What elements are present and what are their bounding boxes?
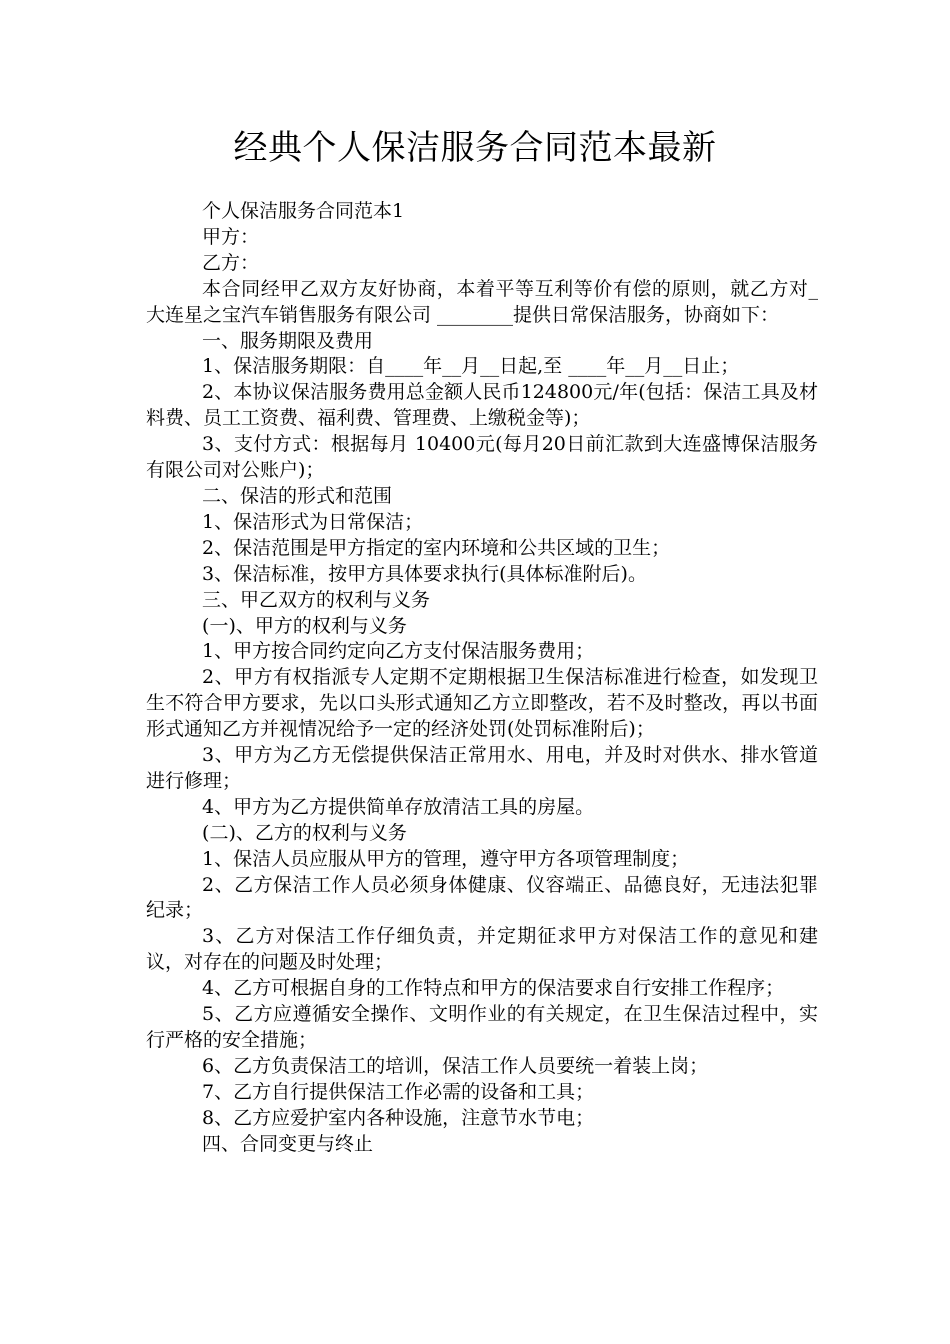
paragraph: 2、保洁范围是甲方指定的室内环境和公共区域的卫生； bbox=[202, 536, 671, 559]
paragraph: 3、乙方对保洁工作仔细负责，并定期征求甲方对保洁工作的意见和建议，对存在的问题及时处理； bbox=[146, 925, 818, 974]
section-heading: 一、服务期限及费用 bbox=[202, 329, 374, 352]
paragraph: 3、保洁标准，按甲方具体要求执行(具体标准附后)。 bbox=[202, 562, 647, 585]
section-heading: 四、合同变更与终止 bbox=[202, 1132, 374, 1155]
paragraph: 3、支付方式：根据每月 10400元(每月20日前汇款到大连盛博保洁服务有限公司对公账户)； bbox=[146, 433, 818, 482]
paragraph: 2、本协议保洁服务费用总金额人民币124800元/年(包括：保洁工具及材料费、员工工资费、福利费、管理费、上缴税金等)； bbox=[146, 381, 818, 430]
paragraph: 7、乙方自行提供保洁工作必需的设备和工具； bbox=[202, 1080, 595, 1103]
paragraph: 6、乙方负责保洁工的培训，保洁工作人员要统一着装上岗； bbox=[202, 1054, 709, 1077]
section-heading: 三、甲乙双方的权利与义务 bbox=[202, 588, 431, 611]
document-body bbox=[146, 199, 818, 1158]
paragraph: 5、乙方应遵循安全操作、文明作业的有关规定，在卫生保洁过程中，实行严格的安全措施； bbox=[146, 1003, 818, 1051]
subsection-heading: (二)、乙方的权利与义务 bbox=[202, 821, 407, 844]
section-heading: 二、保洁的形式和范围 bbox=[202, 484, 393, 507]
paragraph: 8、乙方应爱护室内各种设施，注意节水节电； bbox=[202, 1106, 595, 1129]
paragraph: 个人保洁服务合同范本1 bbox=[202, 200, 405, 222]
paragraph: 1、甲方按合同约定向乙方支付保洁服务费用； bbox=[202, 640, 595, 663]
paragraph: 3、甲方为乙方无偿提供保洁正常用水、用电，并及时对供水、排水管道进行修理； bbox=[146, 744, 818, 792]
paragraph: 4、乙方可根据自身的工作特点和甲方的保洁要求自行安排工作程序； bbox=[202, 977, 785, 1000]
paragraph: 1、保洁形式为日常保洁； bbox=[202, 510, 424, 533]
paragraph: 2、乙方保洁工作人员必须身体健康、仪容端正、品德良好，无违法犯罪纪录； bbox=[146, 873, 818, 922]
subsection-heading: (一)、甲方的权利与义务 bbox=[202, 614, 407, 637]
document-title: 经典个人保洁服务合同范本最新 bbox=[233, 128, 717, 168]
paragraph: 甲方： bbox=[202, 225, 260, 248]
paragraph: 1、保洁服务期限：自____年__月__日起,至 ____年__月__日止； bbox=[202, 355, 740, 378]
paragraph: 2、甲方有权指派专人定期不定期根据卫生保洁标准进行检查，如发现卫生不符合甲方要求，先以口头形式通知乙方立即整改，若不及时整改，再以书面形式通知乙方并视情况给予一定的经济处罚(处罚标准附后)； bbox=[146, 666, 818, 741]
paragraph: 1、保洁人员应服从甲方的管理，遵守甲方各项管理制度； bbox=[202, 847, 690, 870]
paragraph: 4、甲方为乙方提供简单存放清洁工具的房屋。 bbox=[202, 795, 595, 818]
paragraph: 乙方： bbox=[202, 251, 260, 274]
paragraph: 本合同经甲乙双方友好协商，本着平等互利等价有偿的原则，就乙方对_大连星之宝汽车销售服务有限公司 ________提供日常保洁服务，协商如下： bbox=[146, 277, 818, 326]
